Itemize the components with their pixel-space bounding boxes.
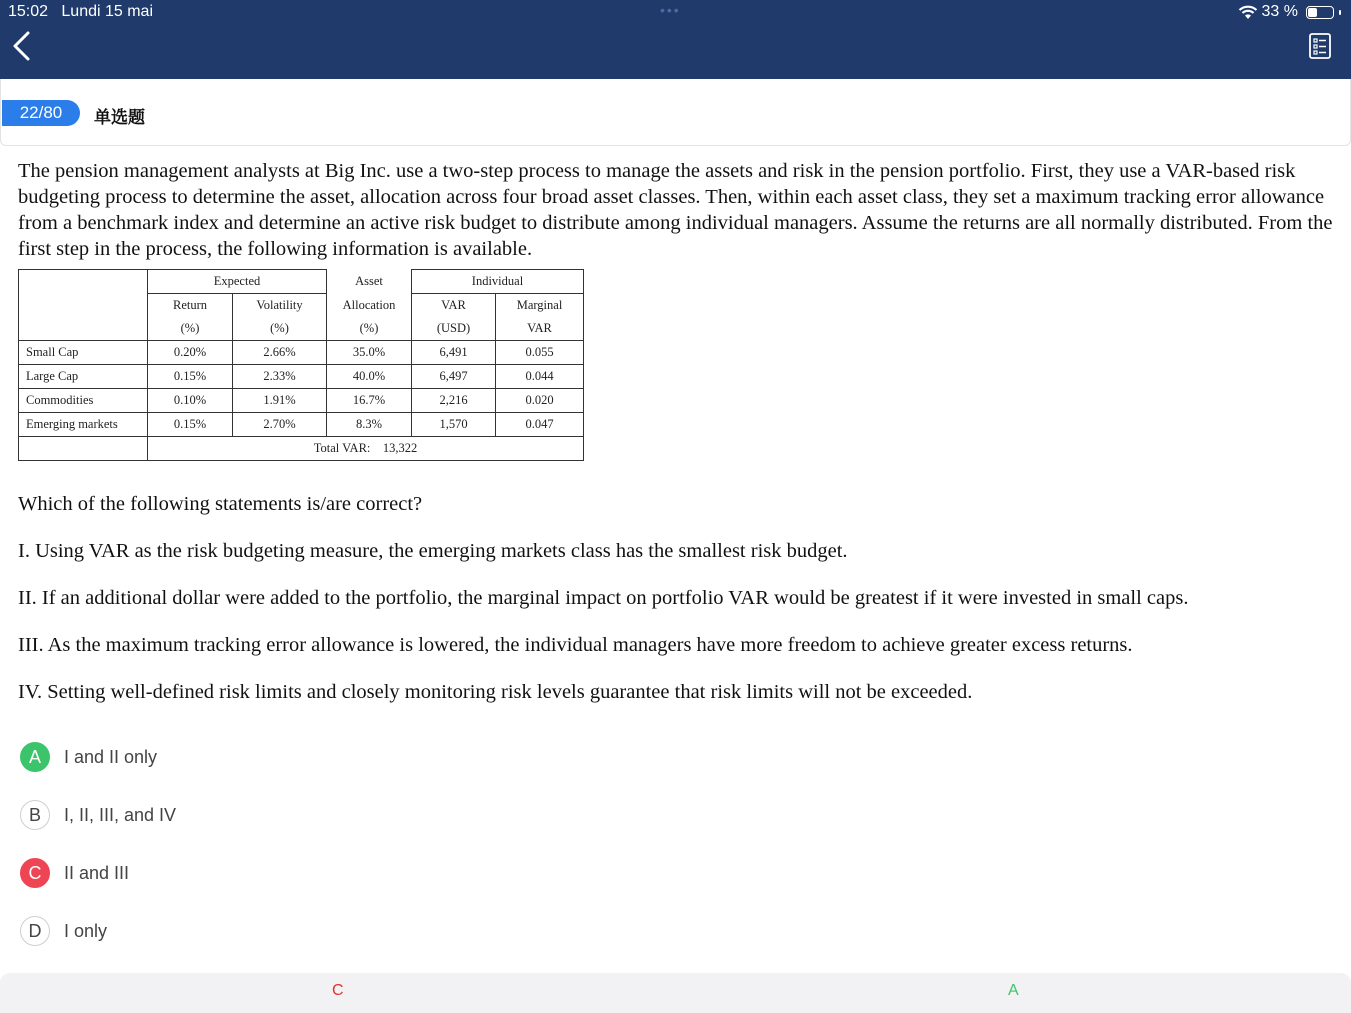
col-header-allocation: Allocation: [327, 294, 412, 318]
table-cell: 2.33%: [233, 365, 327, 389]
question-stem: The pension management analysts at Big Inc. use a two-step process to manage the assets and risk in the pension portfolio. First, they use a VAR-based risk budgeting process to determine the asset, allocation across four broad asset classes. Then, within each asset class, they set a maximum tracking error allowance from a benchmark index and determine an active risk budget to distribute among individual managers. Assume the returns are all normally distributed. From the first step in the process, the following information is available.: [18, 160, 1333, 260]
clock: 15:02: [8, 3, 49, 20]
col-unit-volatility: (%): [233, 317, 327, 341]
option-text-d: I only: [64, 920, 108, 941]
table-row: [19, 341, 584, 365]
option-text-c: II and III: [64, 862, 130, 883]
group-header-asset: Asset: [327, 270, 412, 294]
option-letter-c: C: [20, 858, 50, 888]
question-number-badge: 22/80: [2, 100, 80, 126]
group-header-expected: Expected: [148, 270, 327, 294]
table-corner-cell: [19, 270, 148, 341]
table-cell: 0.10%: [148, 389, 233, 413]
total-var: Total VAR: 13,322: [148, 437, 584, 461]
table-row: [19, 365, 584, 389]
list-icon[interactable]: [1309, 33, 1331, 59]
table-cell: 0.15%: [148, 365, 233, 389]
option-d[interactable]: [20, 914, 107, 948]
option-a[interactable]: [20, 740, 157, 774]
table-cell: 0.044: [496, 365, 584, 389]
col-header-marginal: Marginal: [496, 294, 584, 318]
table-cell: 40.0%: [327, 365, 412, 389]
table-cell: 0.20%: [148, 341, 233, 365]
option-text-b: I, II, III, and IV: [64, 804, 177, 825]
col-header-return: Return: [148, 294, 233, 318]
option-letter-a: A: [20, 742, 50, 772]
table-cell: 1.91%: [233, 389, 327, 413]
table-row: [19, 413, 584, 437]
table-cell: 2.66%: [233, 341, 327, 365]
question-content: [18, 158, 1338, 703]
option-b[interactable]: [20, 798, 176, 832]
table-cell: 2.70%: [233, 413, 327, 437]
battery-icon: [1306, 6, 1334, 19]
option-c[interactable]: [20, 856, 129, 890]
question-header: [0, 79, 1351, 146]
question-prompt: Which of the following statements is/are correct?: [18, 493, 423, 515]
wifi-icon: [1238, 5, 1258, 20]
top-bar: [0, 0, 1351, 79]
table-cell: 8.3%: [327, 413, 412, 437]
table-row: [19, 389, 584, 413]
multitask-dots[interactable]: •••: [660, 2, 681, 18]
status-time: [8, 3, 153, 21]
row-label: Emerging markets: [19, 413, 148, 437]
row-label: Small Cap: [19, 341, 148, 365]
table-cell: 6,491: [412, 341, 496, 365]
col-unit-return: (%): [148, 317, 233, 341]
correct-answer: A: [1008, 982, 1019, 999]
table-cell: 0.020: [496, 389, 584, 413]
statement-4: IV. Setting well-defined risk limits and closely monitoring risk levels guarantee that risk limits will not be exceeded.: [18, 681, 973, 703]
statement-2: II. If an additional dollar were added to the portfolio, the marginal impact on portfolio VAR would be greatest if it were invested in small caps.: [18, 587, 1189, 609]
answer-bar: [0, 973, 1351, 1013]
statement-3: III. As the maximum tracking error allowance is lowered, the individual managers have more freedom to achieve greater excess returns.: [18, 634, 1133, 656]
question-type-label: 单选题: [94, 108, 145, 127]
table-cell: 0.047: [496, 413, 584, 437]
option-letter-d: D: [20, 916, 50, 946]
table-cell: 1,570: [412, 413, 496, 437]
table-cell: 0.15%: [148, 413, 233, 437]
option-letter-b: B: [20, 800, 50, 830]
group-header-individual: Individual: [412, 270, 584, 294]
chevron-left-icon[interactable]: [10, 30, 36, 62]
table-cell: 0.055: [496, 341, 584, 365]
table-cell: 6,497: [412, 365, 496, 389]
my-answer: C: [332, 982, 344, 999]
row-label: Large Cap: [19, 365, 148, 389]
table-cell: 16.7%: [327, 389, 412, 413]
col-header-volatility: Volatility: [233, 294, 327, 318]
col-unit-allocation: (%): [327, 317, 412, 341]
col-unit-var: (USD): [412, 317, 496, 341]
col-unit-marginal: VAR: [496, 317, 584, 341]
table-cell: 2,216: [412, 389, 496, 413]
row-label: Commodities: [19, 389, 148, 413]
statement-1: I. Using VAR as the risk budgeting measure, the emerging markets class has the smallest risk budget.: [18, 540, 848, 562]
status-right: [1238, 3, 1341, 21]
col-header-var: VAR: [412, 294, 496, 318]
battery-tip: [1339, 10, 1341, 15]
option-text-a: I and II only: [64, 746, 158, 767]
table-cell: 35.0%: [327, 341, 412, 365]
battery-percent: 33 %: [1261, 3, 1298, 20]
date: Lundi 15 mai: [61, 3, 154, 20]
data-table: [18, 269, 584, 461]
total-row-blank: [19, 437, 148, 461]
battery-level: [1308, 8, 1317, 17]
